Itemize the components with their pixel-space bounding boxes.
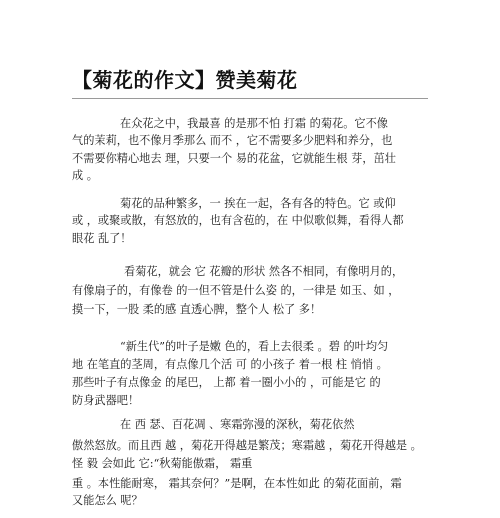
paragraph-3-line-3: 摸一下，一股 柔的感 直透心脾，整个人 松了 多！: [72, 303, 322, 316]
paragraph-5-line-1: 在 西 瑟、百花凋 、寒霜弥漫的深秋，菊花依然: [120, 418, 355, 431]
paragraph-1-line-2: 气的茉莉，也不像月季那么 而不 ，它不需要多少肥料和养分，也: [72, 134, 393, 147]
paragraph-1-line-3: 不需要你精心地去 理，只要一个 易的花盆，它就能生根 芽，茁壮: [72, 152, 396, 165]
paragraph-2-line-2: 或 ，或聚或散，有怒放的，也有含苞的，在 中似歌似舞，看得人都: [72, 214, 404, 227]
paragraph-3-line-2: 有像扇子的，有像卷 的一但不管是什么姿 的，一律是 如玉、如 ，: [72, 284, 400, 297]
paragraph-5-line-2: 傲然怒放。而且西 越 ，菊花开得越是繁茂；寒霜越 ，菊花开得越是 。: [72, 439, 422, 452]
paragraph-4-line-2: 地 在笔直的茎周，有点像几个活 可 的小孩子 着一根 柱 悄悄 。: [72, 358, 388, 371]
paragraph-5-line-3: 怪 毅 会如此 它:“秋菊能傲霜， 霜重: [72, 457, 253, 470]
paragraph-5-line-5: 又能怎么 呢？: [72, 494, 143, 507]
paragraph-2-line-1: 菊花的品种繁多，一 挨在一起，各有各的特色。它 或仰: [120, 197, 396, 210]
paragraph-4-line-4: 防身武器吧！: [72, 394, 140, 407]
article-title: 【菊花的作文】赞美菊花: [72, 68, 298, 92]
paragraph-4-line-3: 那些叶子有点像金 的尾巴， 上都 着一圈小小的 ，可能是它 的: [72, 376, 381, 389]
paragraph-1-line-1: 在众花之中，我最喜 的是那不怕 打霜 的菊花。它不像: [120, 117, 388, 130]
title-divider: [72, 98, 428, 99]
paragraph-5-line-4: 重 。本性能耐寒， 霜其奈何？”是啊，在本性如此 的菊花面前，霜: [72, 477, 402, 490]
paragraph-3-line-1: 看菊花，就会 它 花瓣的形状 然各不相同，有像明月的，: [124, 265, 404, 278]
paragraph-1-line-4: 成 。: [72, 169, 98, 182]
paragraph-2-line-3: 眼花 乱了！: [72, 232, 132, 245]
paragraph-4-line-1: “新生代”的叶子是嫩 色的，看上去很柔 。碧 的叶均匀: [120, 340, 389, 353]
